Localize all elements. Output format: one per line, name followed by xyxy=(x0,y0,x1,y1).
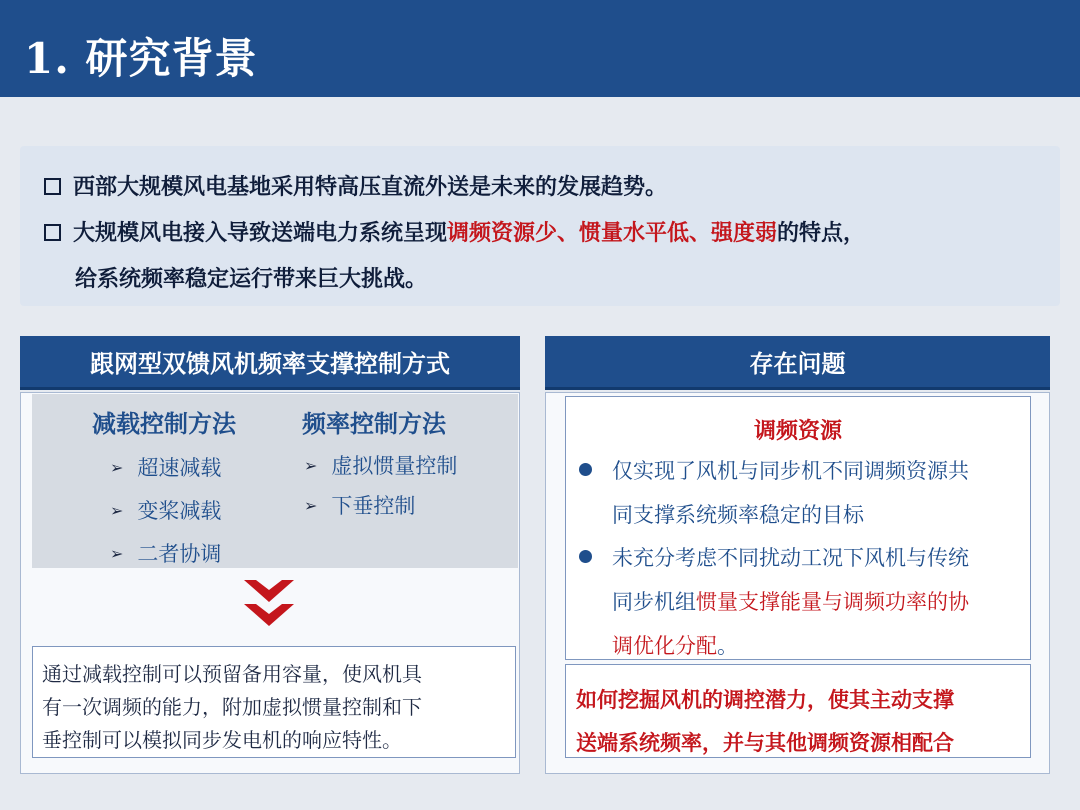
arrow-bullet-icon: ➢ xyxy=(110,501,124,520)
bullet2-line-3-highlight: 调优化分配 xyxy=(612,634,717,658)
bullet-dot-icon xyxy=(579,463,592,476)
col1-item-1-label: 超速减载 xyxy=(137,456,222,480)
bullet2-line-3-post: 。 xyxy=(717,634,738,658)
summary-line-1: 通过减载控制可以预留备用容量，使风机具 xyxy=(42,662,422,686)
bullet2-line-2-highlight: 惯量支撑能量与调频功率的协 xyxy=(696,590,969,614)
col1-item-2-label: 变桨减载 xyxy=(137,499,222,523)
header-bar xyxy=(0,0,1080,97)
checkbox-square-icon xyxy=(44,178,61,195)
col2-item-2 xyxy=(304,490,415,520)
arrow-bullet-icon: ➢ xyxy=(304,496,318,515)
col2-title: 频率控制方法 xyxy=(302,410,446,438)
left-panel-title: 跟网型双馈风机频率支撑控制方式 xyxy=(20,336,520,390)
checkbox-square-icon xyxy=(44,224,61,241)
intro-text-2-post: 的特点， xyxy=(777,221,866,246)
intro-text-1: 西部大规模风电基地采用特高压直流外送是未来的发展趋势。 xyxy=(73,175,668,200)
bullet1-line-1: 仅实现了风机与同步机不同调频资源共 xyxy=(612,459,969,483)
col2-item-1 xyxy=(304,450,457,480)
arrow-bullet-icon: ➢ xyxy=(110,544,124,563)
bullet-dot-icon xyxy=(579,550,592,563)
arrow-bullet-icon: ➢ xyxy=(304,456,318,475)
intro-line-3: 给系统频率稳定运行带来巨大挑战。 xyxy=(75,267,428,292)
bullet2-line-2 xyxy=(612,586,969,616)
bullet2-line-2-pre: 同步机组 xyxy=(612,590,696,614)
key-question-line-2: 送端系统频率，并与其他调频资源相配合 xyxy=(576,731,954,755)
right-panel-title: 存在问题 xyxy=(545,336,1050,390)
col2-item-1-label: 虚拟惯量控制 xyxy=(331,454,458,478)
summary-line-2: 有一次调频的能力，附加虚拟惯量控制和下 xyxy=(42,695,422,719)
intro-line-2 xyxy=(44,216,865,247)
chevron-down-icon xyxy=(244,604,294,626)
col1-item-1 xyxy=(110,452,221,482)
bullet2-line-3 xyxy=(612,630,738,660)
bullet2-line-1: 未充分考虑不同扰动工况下风机与传统 xyxy=(612,546,969,570)
col1-item-3 xyxy=(110,538,221,568)
bullet1-line-2: 同支撑系统频率稳定的目标 xyxy=(612,503,864,527)
intro-line-1 xyxy=(44,170,667,201)
intro-text-2-pre: 大规模风电接入导致送端电力系统呈现 xyxy=(73,221,448,246)
arrow-bullet-icon: ➢ xyxy=(110,458,124,477)
summary-line-3: 垂控制可以模拟同步发电机的响应特性。 xyxy=(42,728,402,752)
chevron-down-icon xyxy=(244,580,294,602)
col1-item-3-label: 二者协调 xyxy=(137,542,222,566)
issues-subtitle: 调频资源 xyxy=(753,419,842,444)
intro-text-2-highlight: 调频资源少、惯量水平低、强度弱 xyxy=(447,221,778,246)
col1-item-2 xyxy=(110,495,221,525)
key-question-line-1: 如何挖掘风机的调控潜力，使其主动支撑 xyxy=(576,688,954,712)
col2-item-2-label: 下垂控制 xyxy=(331,494,416,518)
col1-title: 减载控制方法 xyxy=(92,410,236,438)
page-title: 1. 研究背景 xyxy=(24,34,258,83)
